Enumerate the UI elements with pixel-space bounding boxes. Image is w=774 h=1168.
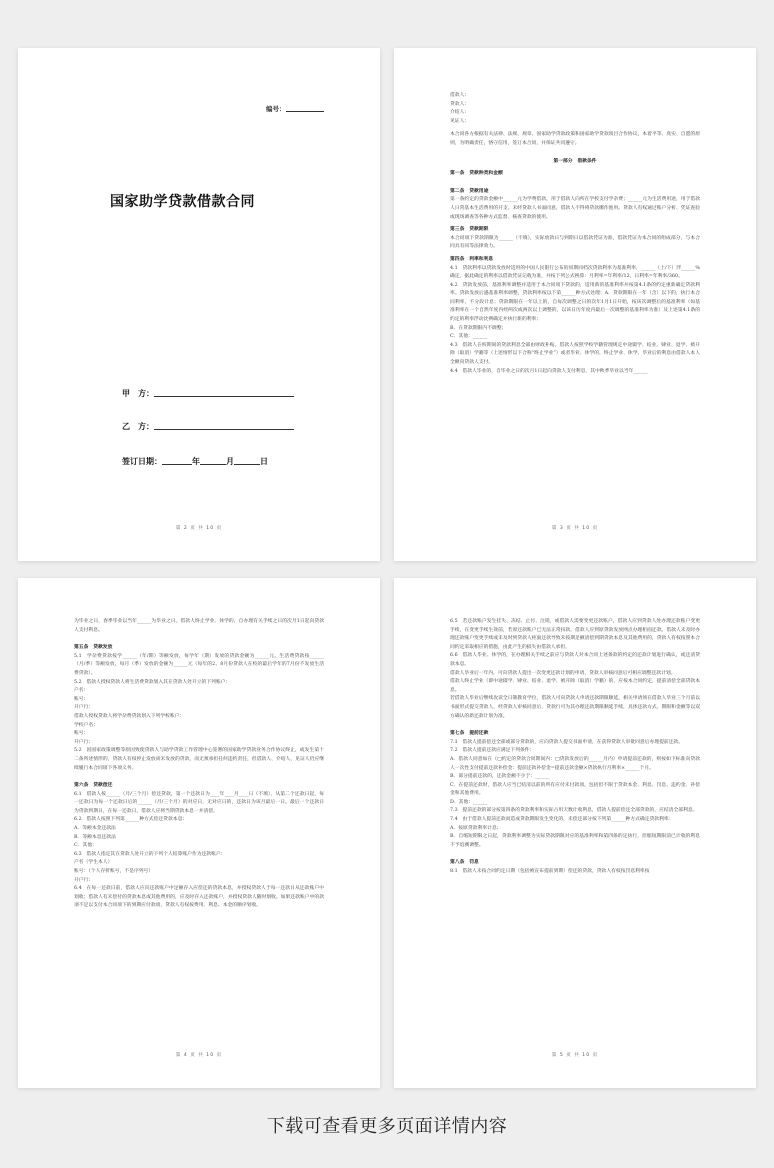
page-footer: 第 2 页 共 10 页 xyxy=(175,526,223,531)
paragraph: C．其他： xyxy=(74,843,97,849)
contract-number xyxy=(266,104,324,113)
page-2-cover xyxy=(18,48,380,561)
paragraph: 介绍人： xyxy=(450,110,470,116)
article-heading: 第三条 贷款期限 xyxy=(450,227,489,233)
paragraph: 借款人： xyxy=(450,93,470,98)
page-footer: 第 4 页 共 10 页 xyxy=(175,1053,223,1058)
paragraph: 4.1 贷款利率以贷款发放时适用的中国人民银行公布的同期同档次贷款利率为基准利率，______（上/下）浮______%确定，据此确定的利率以借款凭证记载为准，并按下列公式换算：月利率=年利率/12，日利率=年利率/360。 xyxy=(450,265,700,280)
paragraph: A．等额本金还款法 xyxy=(74,826,116,832)
spacer xyxy=(450,149,700,154)
paragraph: D．其他：______ xyxy=(450,799,488,805)
paragraph: C．其他：______ xyxy=(450,334,488,340)
article-heading: 第八条 罚息 xyxy=(450,860,479,866)
sign-date-label: 签订日期： xyxy=(122,457,162,466)
paragraph: B．部分提前还款的，还款金额不少于：______ xyxy=(450,774,550,780)
paragraph: 6.5 若还款账户发生挂失、冻结、止付、注销，或借款人需要变更还款账户，借款人应到贷款人处办理还款账户变更手续，在变更手续生效前，若原还款账户已无法正常扣款，借款人应到原贷款发放网点办理柜面还款。借款人未及时办理还款账户变更手续或未及时到贷款人柜面还款导致未按期足额清偿到期贷款本息及其他费用的，贷款人有权按照本合同约定采取相应的措施，由此产生的损失由借款人承担。 xyxy=(450,619,700,650)
month-label: 月 xyxy=(226,457,234,466)
paragraph: 学校户名： xyxy=(74,722,98,728)
paragraph: 为毕业之日，春季毕业以当年______为毕业之日。借款人终止学业、休学的，自办理有关手续之日的次月1日起向贷款人支付利息。 xyxy=(74,619,324,633)
paragraph: 借款人终止学业（即中途辍学、肄业、结业、退学、被开除（取消）学籍）的，应按本合同约定，提前清偿全部贷款本息。 xyxy=(450,679,700,693)
page-3 xyxy=(394,48,756,561)
article-heading: 第六条 贷款偿还 xyxy=(74,783,113,789)
paragraph: 4.3 借款人在校期间的贷款利息全部由财政补贴。借款人按照学校学籍管理规定中途辍学、结业、肄业、退学、被开除（取消）学籍等（上述情形以下合称“终止学业”）或者毕业、休学的，终止学业、休学、毕业后的利息由借款人本人全额向贷款人支付。 xyxy=(450,342,700,366)
paragraph: A．借款人同意如在（□约定的贷款合同期间内：□贷款发放后的______月内）申请提前还款的，则按如下标准向贷款人一次性支付提前还款补偿金：提前还款补偿金=提前还款金额×贷款执行月利率×______个月。 xyxy=(450,756,700,771)
article-heading: 第二条 贷款用途 xyxy=(450,188,489,194)
party-a-label: 甲 方： xyxy=(122,389,154,398)
paragraph: 7.1 借款人提前偿还全部或部分贷款的，应向贷款人提交书面申请，在获得贷款人审批同意后办理提前还款。 xyxy=(450,739,684,745)
paragraph: 开户行： xyxy=(74,739,94,745)
paragraph: B．在贷款期限内不调整； xyxy=(450,325,507,331)
paragraph: A．按原贷款利率计息； xyxy=(450,825,502,831)
contract-number-blank xyxy=(286,111,324,112)
paragraph: 户名（学生本人） xyxy=(74,860,113,866)
page-footer: 第 5 页 共 10 页 xyxy=(551,1053,599,1058)
paragraph: 6.4 在每一还款日前，借款人应向还款账户中足额存入应偿还的贷款本息，并授权贷款人于每一还款日从还款账户中划收；借款人有未偿付的贷款本息或其他费用的，应及时存入还款账户，并授权贷款人随时划收。如果还款账户中的款项不足以支付本合同项下的到期应付款项，贷款人有权按费用、利息、本金的顺序划收。 xyxy=(74,886,324,909)
contract-title: 国家助学贷款借款合同 xyxy=(110,194,255,210)
party-b-label: 乙 方： xyxy=(122,422,154,431)
paragraph: 7.3 提前还款的部分按第四条的贷款利率和实际占用天数计收利息，借款人提前偿还全部贷款的，应结清全部利息。 xyxy=(450,808,698,814)
paragraph: 账号：（个人存折账号，不是序列号） xyxy=(74,869,154,875)
page-4-body xyxy=(74,618,324,911)
contract-number-label: 编号： xyxy=(266,105,286,113)
download-caption: 下载可查看更多页面详情内容 xyxy=(266,1116,508,1137)
article-heading: 第七条 提前还款 xyxy=(450,731,489,737)
party-b-blank xyxy=(154,429,294,430)
paragraph: 贷款人： xyxy=(450,101,470,107)
paragraph: 账号： xyxy=(74,731,89,737)
party-b-row xyxy=(122,421,294,432)
day-blank xyxy=(234,464,260,465)
year-blank xyxy=(162,464,192,465)
paragraph: 4.4 借款人毕业的，自毕业之日的次月1日起向贷款人支付利息，其中秋季毕业以当年______ xyxy=(450,368,648,374)
paragraph: 8.1 借款人未按合同约定日期（包括被宣布提前到期）偿还的贷款，贷款人有权按罚息利率按 xyxy=(450,869,650,875)
paragraph: 5.1 学杂费贷款按学______（年/期）等额发放，每学年（期）发放的贷款金额为______元。生活费贷款按______（月/季）等额发放，每月（季）发放的金额为______元（每年的2、8月份贷款人在校的最后学年的7月份不发放生活费贷款）。 xyxy=(74,653,324,676)
month-blank xyxy=(200,464,226,465)
day-label: 日 xyxy=(260,457,268,466)
paragraph: 若借款人毕业后继续攻读全日制教育学位，借款人可向贷款人申请还款期限顺延，相关申请须在借款人毕业三个月前以书面形式提交贷款人，经贷款人审核同意后，贷款行可为其办理还款期限顺延手续，具体还款方式、期限和金额等以双方确认的新还款计划为准。 xyxy=(450,696,700,719)
part-heading: 第一部分 借款条件 xyxy=(553,158,597,164)
spacer xyxy=(450,179,700,184)
paragraph: 5.2 因国家政策调整等原因致使贷款人与助学贷款工作管理中心签署的国家助学贷款业务合作协议终止，或发生第十二条所述情形的，贷款人有权停止发放尚未发放的贷款，而无须承担任何违约责任，但借款人、介绍人、见证人仍应继续履行本合同项下各项义务。 xyxy=(74,748,324,771)
page-5 xyxy=(394,578,756,1088)
party-a-row xyxy=(122,388,294,399)
paragraph: B．自缩短期限之日起，贷款利率调整为实际贷款期限对应的基准利率和第四条的定执行，但缩短期限前已计收的利息不予追溯调整。 xyxy=(450,834,700,848)
paragraph: 6.2 借款人按照下列第______种方式偿还贷款本息： xyxy=(74,817,188,823)
paragraph: B．等额本息还款法 xyxy=(74,834,116,840)
page-footer: 第 3 页 共 10 页 xyxy=(551,526,599,531)
sign-date-row xyxy=(122,456,268,467)
paragraph: 6.1 借款人按______（月/三个月）偿还贷款，第一个还款日为____年____月____日（不填），从第二个还款日起，每一还款日为每一个还款日后的______（月/三个月）的对应日，无对应日的，还款日为该月最后一日。最后一个还款日为贷款到期日，在每一还款日，借款人应将当期贷款本息一并清偿。 xyxy=(74,791,324,814)
page-4 xyxy=(18,578,380,1088)
paragraph: C．在提前还款时，借款人应当已结清以前的所有应付未付款项，包括但不限于贷款本金、利息、罚息、违约金、补偿金和其他费用。 xyxy=(450,782,700,797)
paragraph: 6.3 借款人指定其在贷款人处开立的下列个人结算账户作为还款账户： xyxy=(74,851,226,857)
paragraph: 账号： xyxy=(74,696,89,702)
paragraph: 第一条约定的贷款金额中______元为学费借款，用于借款人向所在学校支付学杂费；______元为生活费用途，用于借款人日常基本生活费用的开支。未经贷款人书面同意，借款人不得将贷款挪作他用。贷款人有权通过账户分析、凭证查验或现场调查等各种方式监督、核查贷款的使用。 xyxy=(450,197,700,220)
paragraph: 开户行： xyxy=(74,877,94,883)
article-heading: 第一条 贷款种类和金额 xyxy=(450,171,503,177)
party-a-blank xyxy=(154,396,294,397)
spacer xyxy=(450,850,700,855)
spacer xyxy=(74,773,324,778)
page-3-body xyxy=(450,92,700,376)
paragraph: 7.2 借款人提前还款应满足下列条件： xyxy=(450,748,535,754)
spacer xyxy=(74,635,324,640)
paragraph: 7.4 由于借款人提前还款而造成贷款期限发生变化的，未偿还部分按下列第______种方式确定贷款利率： xyxy=(450,817,674,823)
paragraph: 4.2 贷款发放前，基准利率调整并适用于本合同项下贷款的，适用新的基准利率并按第4.1条的约定重新确定贷款利率。贷款发放后遇基准利率调整，贷款利率按以下第______种方式处理：A．贷款期限在一年（含）以下的，执行本合同利率，不分段计息；贷款期限在一年以上的，自每次调整之日的次年1月1日开始，按该次调整后的基准利率（如基准利率在一个自然年度内经两次或两次以上调整的，以该日历年度内最后一次调整的基准利率为准）及上述第4.1条的约定的利率浮动比例确定并执行新的利率； xyxy=(450,282,700,323)
paragraph: 户名： xyxy=(74,688,89,694)
paragraph: 见证人： xyxy=(450,118,470,124)
article-heading: 第五条 贷款发放 xyxy=(74,645,113,651)
paragraph: 借款人毕业后一年内，可向贷款人提出一次变更还款计划的申请，贷款人审核同意后可相应调整还款计划。 xyxy=(450,670,676,676)
year-label: 年 xyxy=(192,457,200,466)
page-5-body xyxy=(450,618,700,877)
paragraph: 本合同项下贷款期限为______（不填），实际放款日与到期日以借款凭证为准，借款凭证为本合同的组成部分，与本合同具有同等法律效力。 xyxy=(450,235,700,250)
spacer xyxy=(450,721,700,726)
paragraph: 本合同各方根据有关法律、法规、规章、国家助学贷款政策和国家助学贷款项目合作协议，本着平等、真实、自愿的原则，为明确责任，恪守信用，签订本合同，并保证共同遵守。 xyxy=(450,132,700,146)
paragraph: 开户行： xyxy=(74,705,94,711)
paragraph: 6.6 借款人毕业、休学的，在办理相关手续之前应与贷款人对本合同上述条款的约定的还款计划进行确认，或还清贷款本息。 xyxy=(450,653,700,667)
article-heading: 第四条 利率和利息 xyxy=(450,256,494,262)
paragraph: 5.2 借款人授权贷款人将生活费贷款划入其在贷款人处开立的下列账户： xyxy=(74,679,231,685)
paragraph: 借款人授权贷款人将学杂费贷款划入下列学校账户： xyxy=(74,713,185,719)
